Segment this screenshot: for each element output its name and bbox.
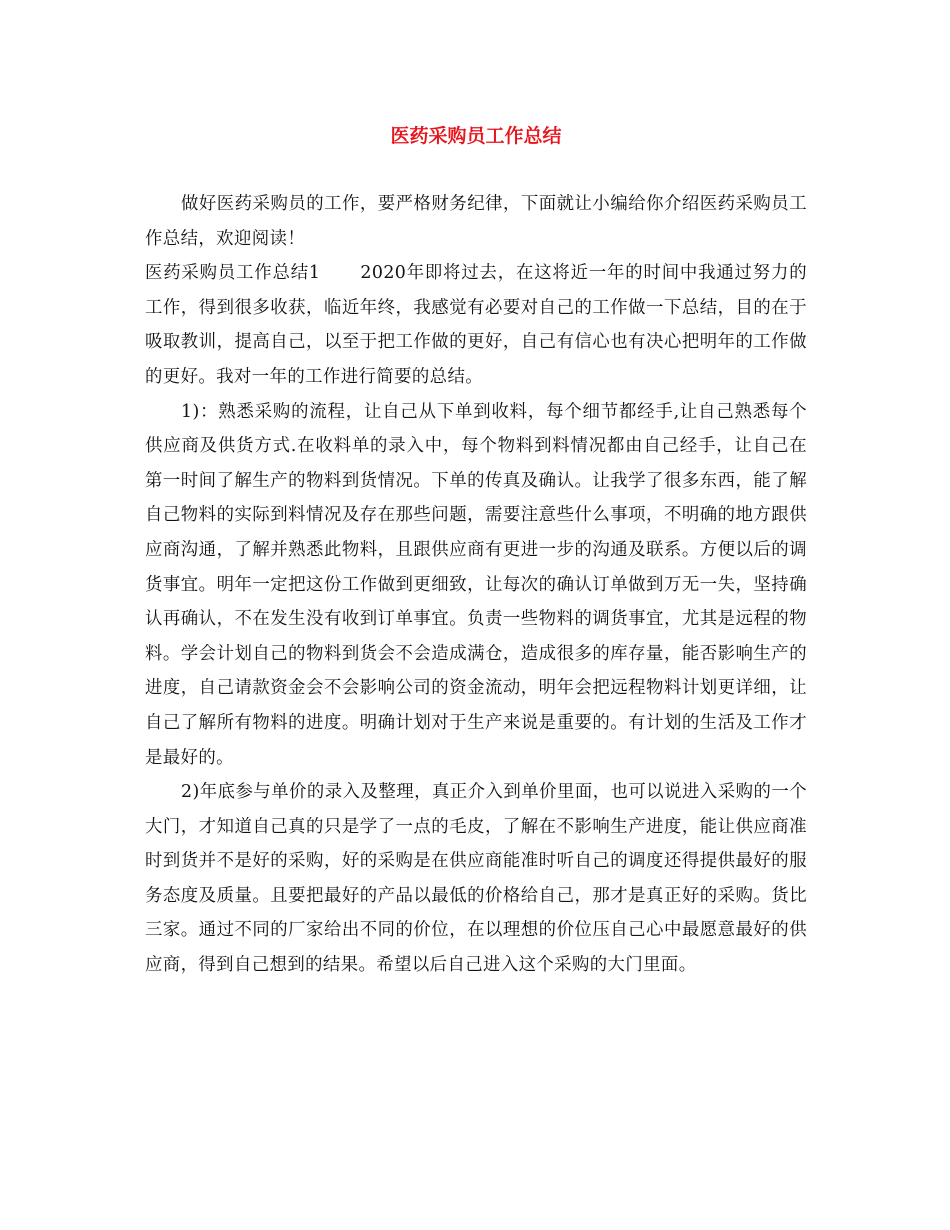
section1-paragraph bbox=[145, 256, 807, 394]
section1-text: 2020年即将过去，在这将近一年的时间中我通过努力的工作，得到很多收获，临近年终，我感觉有必要对自己的工作做一下总结，目的在于吸取教训，提高自己，以至于把工作做的更好，自己有信心也有决心把明年的工作做的更好。我对一年的工作进行简要的总结。 bbox=[145, 263, 807, 387]
point1-paragraph: 1)：熟悉采购的流程，让自己从下单到收料，每个细节都经手,让自己熟悉每个供应商及供货方式.在收料单的录入中，每个物料到料情况都由自己经手，让自己在第一时间了解生产的物料到货情况。下单的传真及确认。让我学了很多东西，能了解自己物料的实际到料情况及存在那些问题，需要注意些什么事项，不明确的地方跟供应商沟通，了解并熟悉此物料，且跟供应商有更进一步的沟通及联系。方便以后的调货事宜。明年一定把这份工作做到更细致，让每次的确认订单做到万无一失，坚持确认再确认，不在发生没有收到订单事宜。负责一些物料的调货事宜，尤其是远程的物料。学会计划自己的物料到货会不会造成满仓，造成很多的库存量，能否影响生产的进度，自己请款资金会不会影响公司的资金流动，明年会把远程物料计划更详细，让自己了解所有物料的进度。明确计划对于生产来说是重要的。有计划的生活及工作才是最好的。 bbox=[145, 401, 807, 768]
intro-paragraph: 做好医药采购员的工作，要严格财务纪律，下面就让小编给你介绍医药采购员工作总结，欢迎阅读！ bbox=[145, 194, 807, 249]
document-page bbox=[145, 118, 807, 983]
document-title: 医药采购员工作总结 bbox=[390, 125, 562, 147]
section1-label: 医药采购员工作总结1 bbox=[145, 263, 321, 284]
point2-paragraph: 2)年底参与单价的录入及整理，真正介入到单价里面，也可以说进入采购的一个大门，才知道自己真的只是学了一点的毛皮，了解在不影响生产进度，能让供应商准时到货并不是好的采购，好的采购是在供应商能准时听自己的调度还得提供最好的服务态度及质量。且要把最好的产品以最低的价格给自己，那才是真正好的采购。货比三家。通过不同的厂家给出不同的价位，在以理想的价位压自己心中最愿意最好的供应商，得到自己想到的结果。希望以后自己进入这个采购的大门里面。 bbox=[145, 782, 807, 976]
